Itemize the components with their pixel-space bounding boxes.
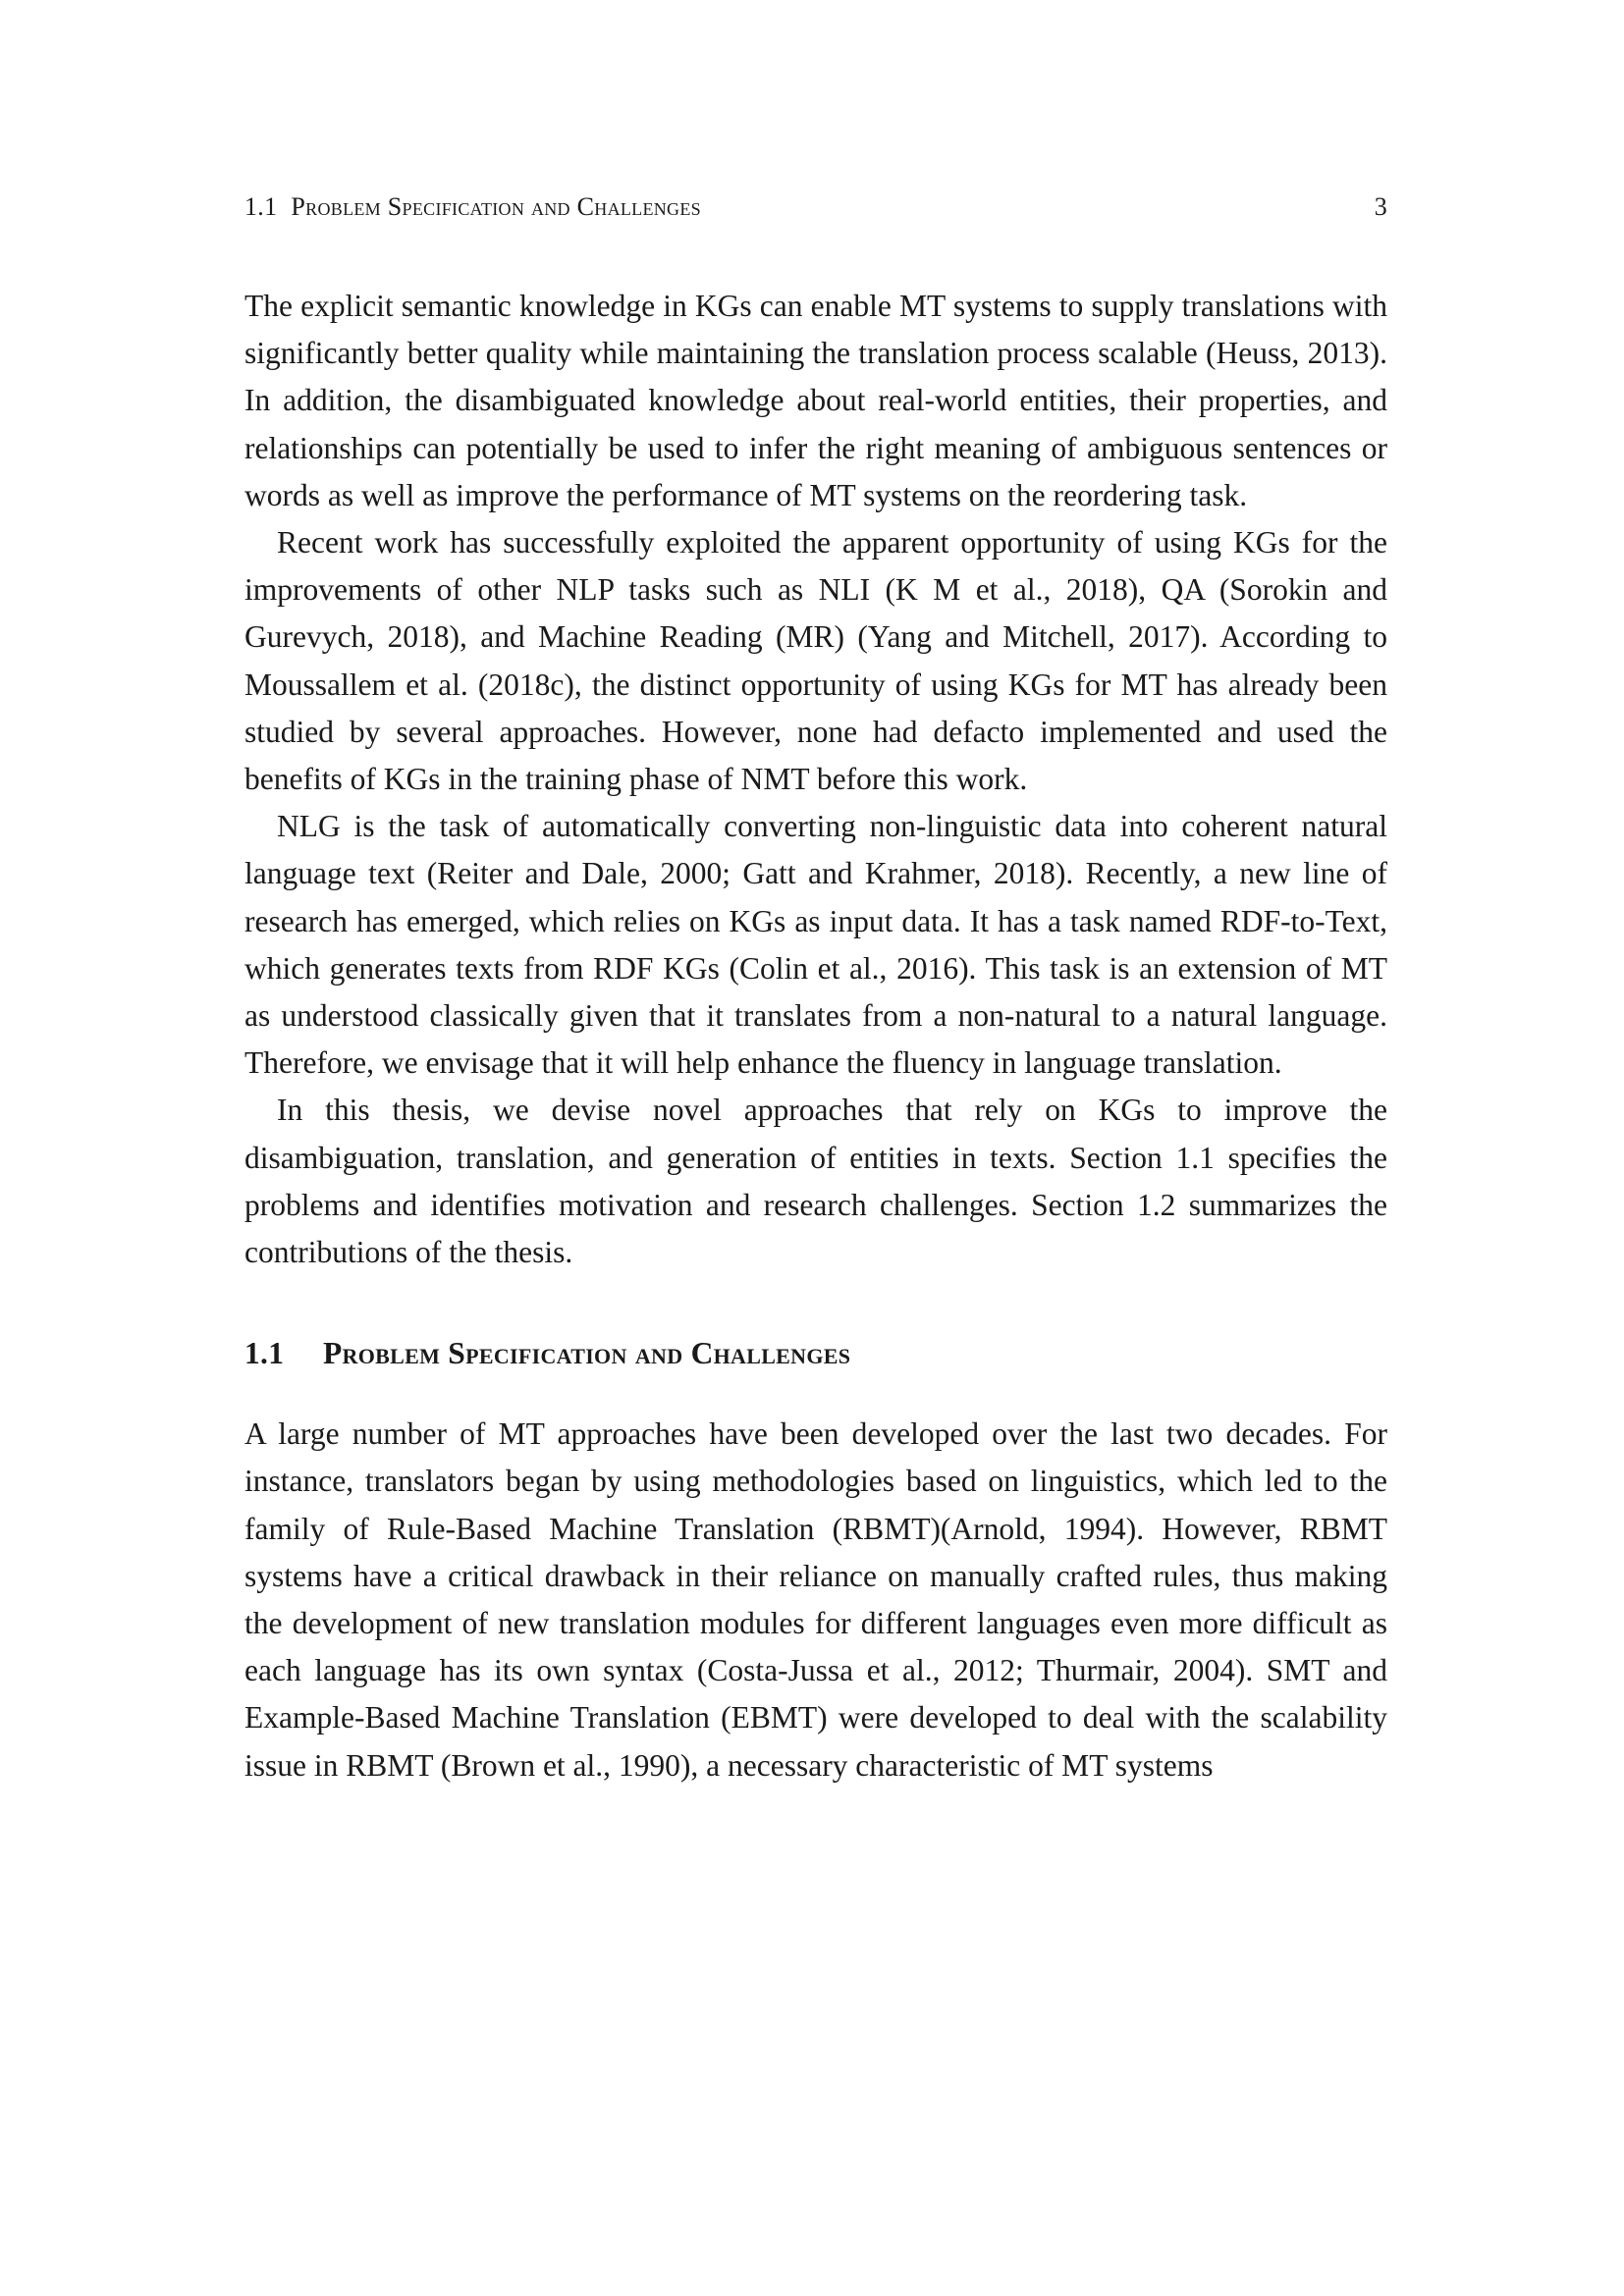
running-head-section-number: 1.1: [244, 192, 278, 221]
section-heading: [244, 1330, 1387, 1377]
section-title: Problem Specification and Challenges: [323, 1336, 851, 1371]
paragraph-1: The explicit semantic knowledge in KGs can enable MT systems to supply translations with significantly better quality while maintaining the translation process scalable (Heuss, 2013). In addition, the disambiguated knowledge about real-world entities, their properties, and relationships can potentially be used to infer the right meaning of ambiguous sentences or words as well as improve the performance of MT systems on the reordering task.: [244, 289, 1387, 512]
running-head: [244, 192, 1387, 232]
page-number: 3: [1374, 192, 1387, 221]
running-head-section-title: Problem Specification and Challenges: [291, 192, 701, 221]
paragraph-2: Recent work has successfully exploited the apparent opportunity of using KGs for the improvements of other NLP tasks such as NLI (K M et al., 2018), QA (Sorokin and Gurevych, 2018), and Machine Reading (MR) (Yang and Mitchell, 2017). According to Moussallem et al. (2018c), the distinct opportunity of using KGs for MT has already been studied by several approaches. However, none had defacto implemented and used the benefits of KGs in the training phase of NMT before this work.: [244, 525, 1387, 797]
paragraph-4: In this thesis, we devise novel approaches that rely on KGs to improve the disambiguation, translation, and generation of entities in texts. Section 1.1 specifies the problems and identifies motivation and research challenges. Section 1.2 summarizes the contributions of the thesis.: [244, 1093, 1387, 1270]
section-paragraph: A large number of MT approaches have been developed over the last two decades. For instance, translators began by using methodologies based on linguistics, which led to the family of Rule-Based Machine Translation (RBMT)(Arnold, 1994). However, RBMT systems have a critical drawback in their reliance on manually crafted rules, thus making the development of new translation modules for different languages even more difficult as each language has its own syntax (Costa-Jussa et al., 2012; Thurmair, 2004). SMT and Example-Based Machine Translation (EBMT) were developed to deal with the scalability issue in RBMT (Brown et al., 1990), a necessary characteristic of MT systems: [244, 1416, 1387, 1783]
section-number: 1.1: [244, 1336, 285, 1371]
body-text: [244, 283, 1387, 1789]
paragraph-3: NLG is the task of automatically converting non-linguistic data into coherent natural language text (Reiter and Dale, 2000; Gatt and Krahmer, 2018). Recently, a new line of research has emerged, which relies on KGs as input data. It has a task named RDF-to-Text, which generates texts from RDF KGs (Colin et al., 2016). This task is an extension of MT as understood classically given that it translates from a non-natural to a natural language. Therefore, we envisage that it will help enhance the fluency in language translation.: [244, 809, 1387, 1081]
